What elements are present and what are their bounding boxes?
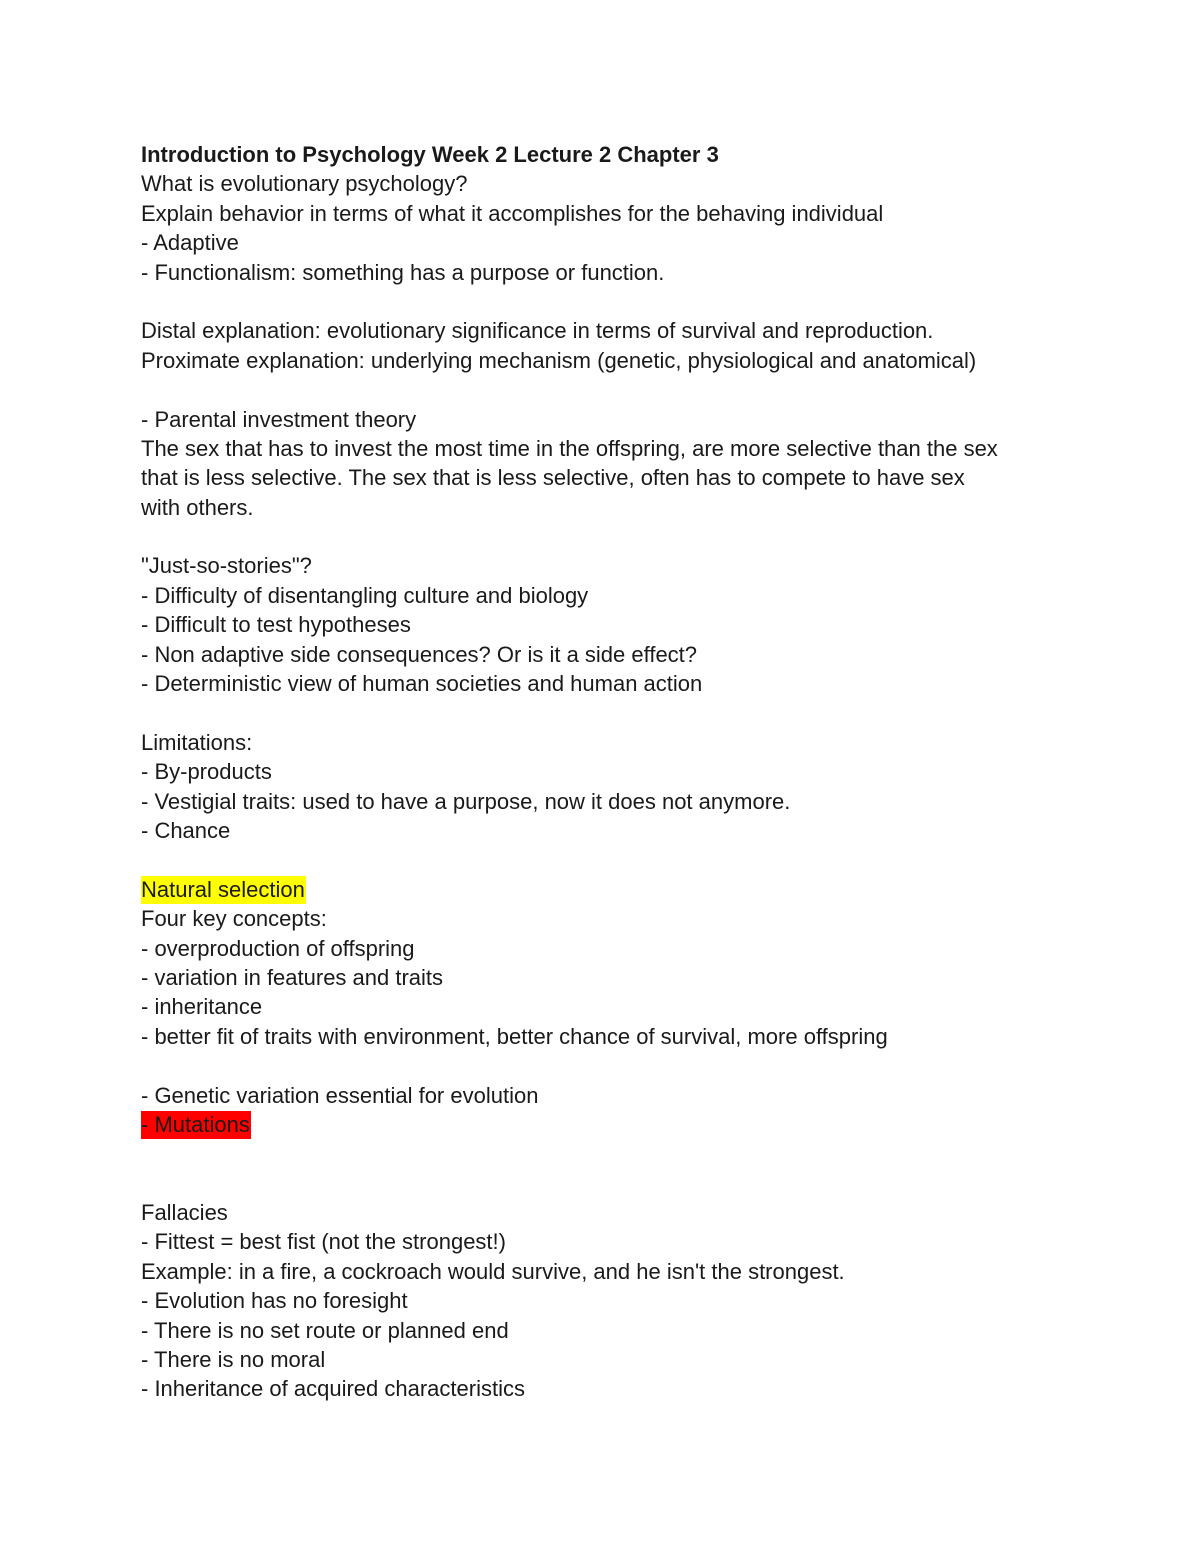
limitations-bullet: - By-products (141, 759, 272, 785)
evolutionary-explanation: Explain behavior in terms of what it accomplishes for the behaving individual (141, 200, 884, 226)
fallacies-bullet: - Fittest = best fist (not the strongest!) (141, 1229, 506, 1255)
genetic-variation-line: - Genetic variation essential for evolution (141, 1082, 539, 1108)
bullet-adaptive: - Adaptive (141, 230, 239, 256)
fallacies-bullet: - There is no set route or planned end (141, 1317, 509, 1343)
spacer (141, 1051, 1141, 1080)
mutations-row (141, 1110, 1141, 1139)
fallacies-bullet: - There is no moral (141, 1347, 326, 1373)
parental-paragraph-line: with others. (141, 494, 254, 520)
just-so-bullet: - Deterministic view of human societies and human action (141, 671, 703, 697)
spacer (141, 522, 1141, 551)
four-key-concepts-intro: Four key concepts: (141, 906, 327, 932)
limitations-bullet: - Chance (141, 817, 231, 843)
natural-selection-bullet: - better fit of traits with environment, better chance of survival, more offspring (141, 1023, 888, 1049)
document-body (141, 140, 1141, 1404)
proximate-explanation: Proximate explanation: underlying mechanism (genetic, physiological and anatomical) (141, 347, 977, 373)
parental-paragraph-line: The sex that has to invest the most time in the offspring, are more selective than the sex (141, 435, 998, 461)
spacer (141, 698, 1141, 727)
document-title: Introduction to Psychology Week 2 Lecture 2 Chapter 3 (141, 142, 719, 167)
just-so-stories-heading: "Just-so-stories"? (141, 553, 312, 579)
natural-selection-bullet: - inheritance (141, 994, 263, 1020)
natural-selection-heading: Natural selection (141, 876, 305, 902)
evolutionary-question: What is evolutionary psychology? (141, 171, 468, 197)
natural-selection-bullet: - overproduction of offspring (141, 935, 415, 961)
just-so-bullet: - Difficult to test hypotheses (141, 612, 411, 638)
natural-selection-bullet: - variation in features and traits (141, 964, 444, 990)
spacer (141, 845, 1141, 874)
limitations-bullet: - Vestigial traits: used to have a purpose, now it does not anymore. (141, 788, 791, 814)
spacer (141, 1139, 1141, 1168)
just-so-bullet: - Difficulty of disentangling culture and biology (141, 582, 589, 608)
fallacies-heading: Fallacies (141, 1200, 228, 1226)
natural-selection-heading-row (141, 875, 1141, 904)
distal-explanation: Distal explanation: evolutionary significance in terms of survival and reproduction. (141, 318, 934, 344)
bullet-functionalism: - Functionalism: something has a purpose or function. (141, 259, 665, 285)
spacer (141, 1169, 1141, 1198)
parental-paragraph-line: that is less selective. The sex that is less selective, often has to compete to have sex (141, 465, 965, 491)
spacer (141, 375, 1141, 404)
just-so-bullet: - Non adaptive side consequences? Or is it a side effect? (141, 641, 698, 667)
fallacies-bullet: - Inheritance of acquired characteristics (141, 1376, 525, 1402)
mutations-highlight: - Mutations (141, 1111, 250, 1137)
fallacies-example: Example: in a fire, a cockroach would survive, and he isn't the strongest. (141, 1258, 845, 1284)
limitations-heading: Limitations: (141, 729, 253, 755)
fallacies-bullet: - Evolution has no foresight (141, 1288, 408, 1314)
spacer (141, 287, 1141, 316)
parental-investment-heading: - Parental investment theory (141, 406, 417, 432)
